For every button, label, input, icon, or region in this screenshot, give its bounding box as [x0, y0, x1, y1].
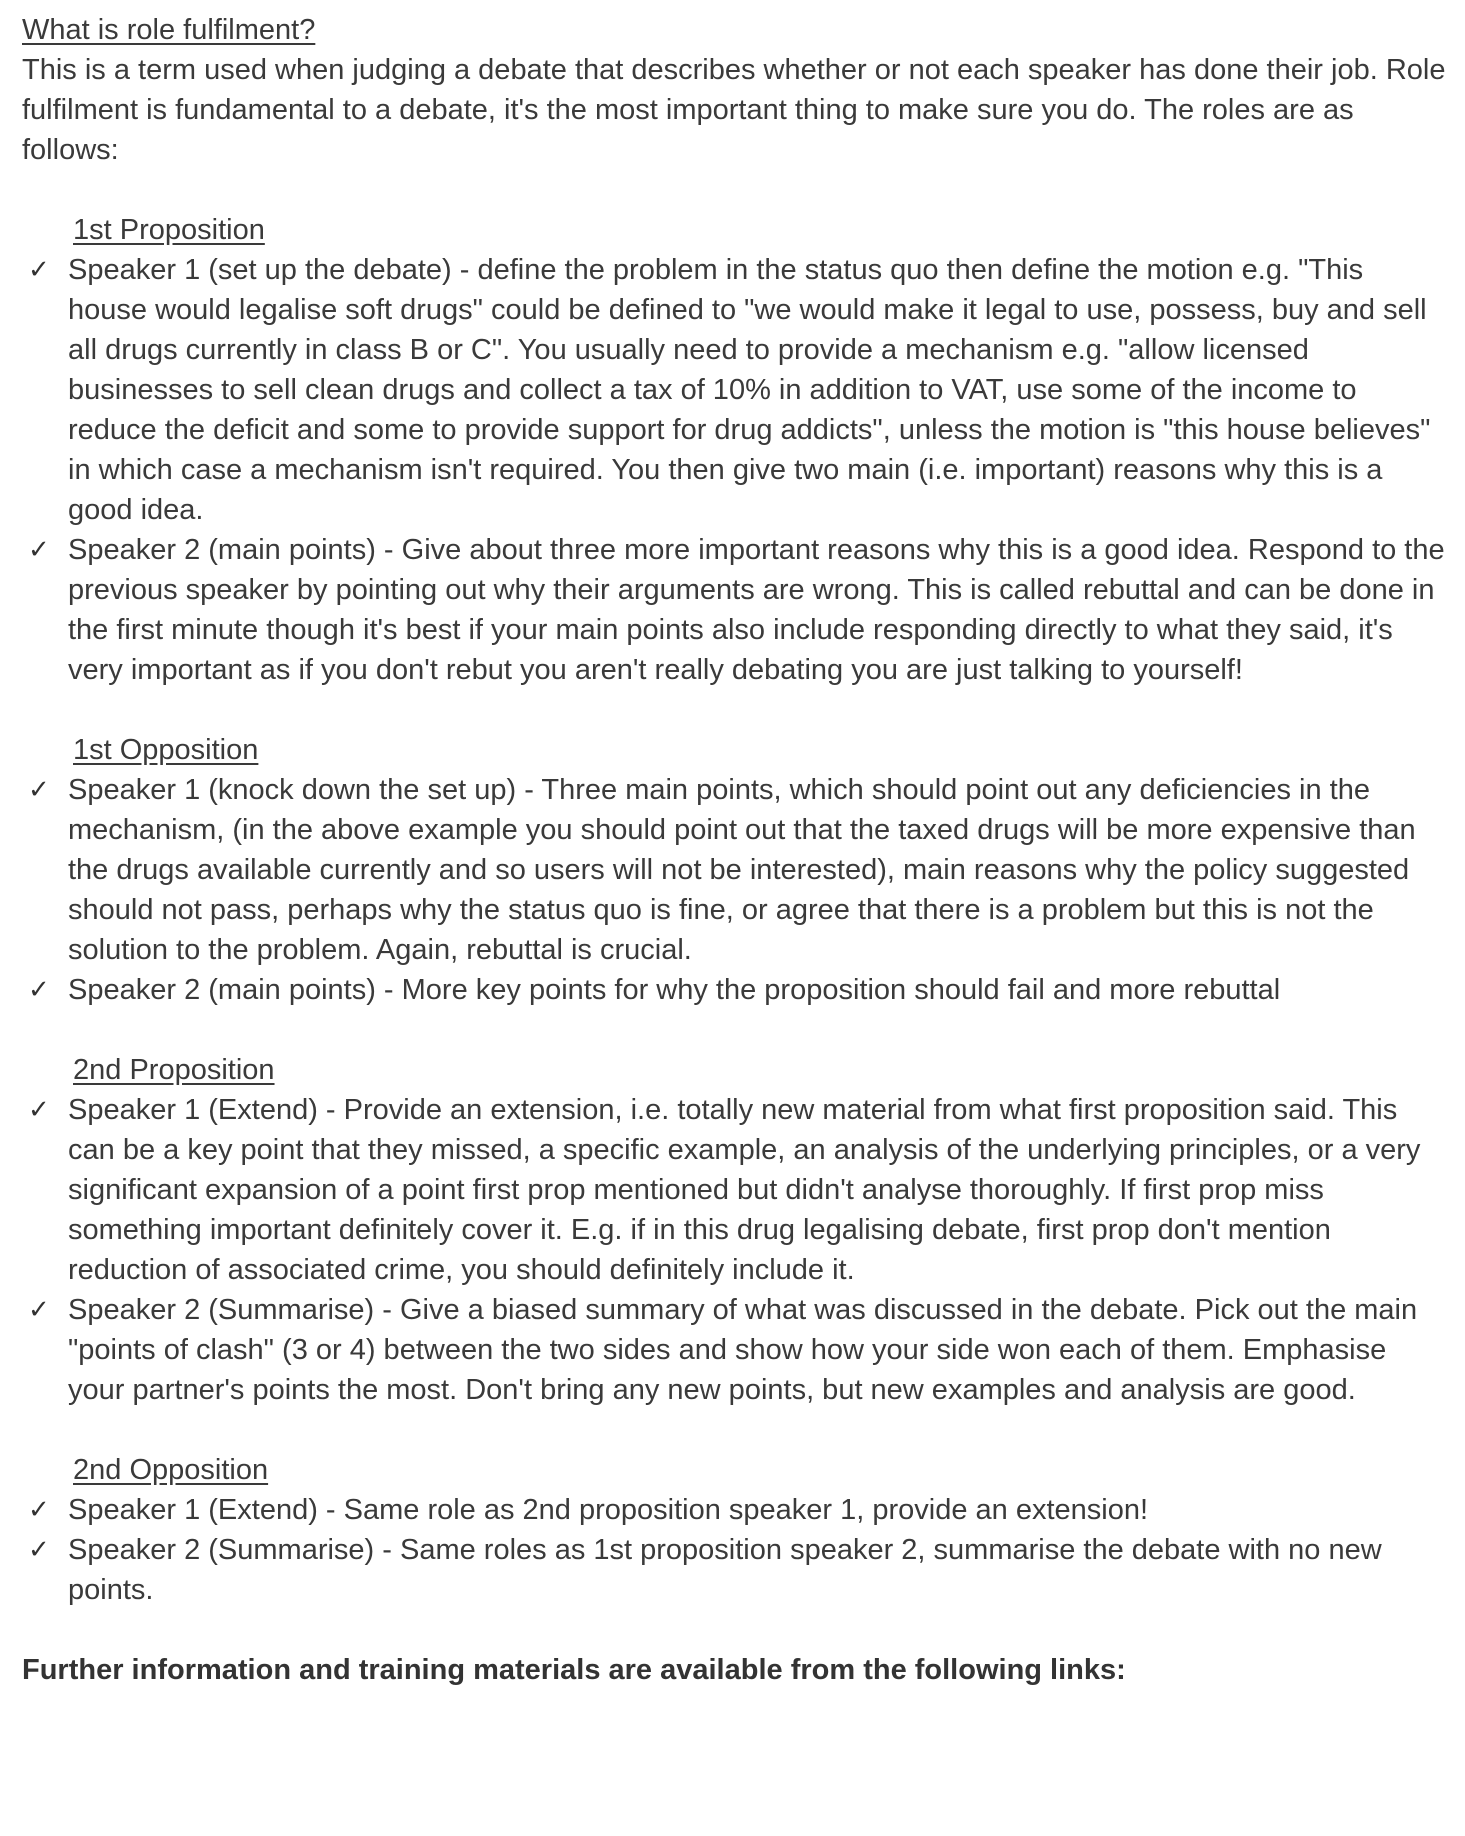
- document-page: [22, 10, 1447, 1719]
- item-text: Speaker 2 (main points) - Give about three more important reasons why this is a good idea. Respond to the previous speaker by pointing out why their arguments are wrong. This is called rebuttal and can be done in the first minute though it's best if your main points also include responding directly to what they said, it's very important as if you don't rebut you aren't really debating you are just talking to yourself!: [68, 534, 1445, 686]
- further-info-note: Further information and training materials are available from the following links:: [22, 1654, 1126, 1686]
- role-list: [22, 770, 1447, 1010]
- list-item: [22, 1290, 1447, 1410]
- section-2nd-opposition: [22, 1450, 1447, 1610]
- list-item: [22, 250, 1447, 530]
- list-item: [22, 770, 1447, 970]
- checkmark-icon: ✓: [28, 975, 50, 1005]
- section-title: 1st Opposition: [73, 734, 259, 766]
- item-text: Speaker 1 (Extend) - Same role as 2nd proposition speaker 1, provide an extension!: [68, 1494, 1149, 1526]
- role-list: [22, 1490, 1447, 1610]
- section-2nd-proposition: [22, 1050, 1447, 1410]
- checkmark-icon: ✓: [28, 1095, 50, 1125]
- checkmark-icon: ✓: [28, 535, 50, 565]
- item-text: Speaker 1 (knock down the set up) - Three main points, which should point out any deficiencies in the mechanism, (in the above example you should point out that the taxed drugs will be more expensive than the drugs available currently and so users will not be interested), main reasons why the policy suggested should not pass, perhaps why the status quo is fine, or agree that there is a problem but this is not the solution to the problem. Again, rebuttal is crucial.: [68, 774, 1416, 966]
- item-text: Speaker 2 (main points) - More key points for why the proposition should fail and more rebuttal: [68, 974, 1281, 1006]
- list-item: [22, 530, 1447, 690]
- checkmark-icon: ✓: [28, 255, 50, 285]
- section-1st-proposition: [22, 210, 1447, 690]
- page-title: What is role fulfilment?: [22, 14, 316, 46]
- list-item: [22, 1490, 1447, 1530]
- role-list: [22, 1090, 1447, 1410]
- item-text: Speaker 1 (Extend) - Provide an extension, i.e. totally new material from what first proposition said. This can be a key point that they missed, a specific example, an analysis of the underlying principles, or a very significant expansion of a point first prop mentioned but didn't analyse thoroughly. If first prop miss something important definitely cover it. E.g. if in this drug legalising debate, first prop don't mention reduction of associated crime, you should definitely include it.: [68, 1094, 1421, 1286]
- list-item: [22, 1090, 1447, 1290]
- section-title: 2nd Proposition: [73, 1054, 275, 1086]
- section-title: 2nd Opposition: [73, 1454, 269, 1486]
- section-title: 1st Proposition: [73, 214, 265, 246]
- item-text: Speaker 2 (Summarise) - Give a biased summary of what was discussed in the debate. Pick out the main "points of clash" (3 or 4) between the two sides and show how your side won each of them. Emphasise your partner's points the most. Don't bring any new points, but new examples and analysis are good.: [68, 1294, 1418, 1406]
- list-item: [22, 970, 1447, 1010]
- section-1st-opposition: [22, 730, 1447, 1010]
- role-list: [22, 250, 1447, 690]
- checkmark-icon: ✓: [28, 1535, 50, 1565]
- item-text: Speaker 1 (set up the debate) - define the problem in the status quo then define the motion e.g. "This house would legalise soft drugs" could be defined to "we would make it legal to use, possess, buy and sell all drugs currently in class B or C". You usually need to provide a mechanism e.g. "allow licensed businesses to sell clean drugs and collect a tax of 10% in addition to VAT, use some of the income to reduce the deficit and some to provide support for drug addicts", unless the motion is "this house believes" in which case a mechanism isn't required. You then give two main (i.e. important) reasons why this is a good idea.: [68, 254, 1431, 526]
- intro-paragraph: This is a term used when judging a debate that describes whether or not each speaker has done their job. Role fulfilment is fundamental to a debate, it's the most important thing to make sure you do. The roles are as follows:: [22, 54, 1446, 166]
- checkmark-icon: ✓: [28, 1295, 50, 1325]
- checkmark-icon: ✓: [28, 775, 50, 805]
- item-text: Speaker 2 (Summarise) - Same roles as 1st proposition speaker 2, summarise the debate with no new points.: [68, 1534, 1382, 1606]
- checkmark-icon: ✓: [28, 1495, 50, 1525]
- list-item: [22, 1530, 1447, 1610]
